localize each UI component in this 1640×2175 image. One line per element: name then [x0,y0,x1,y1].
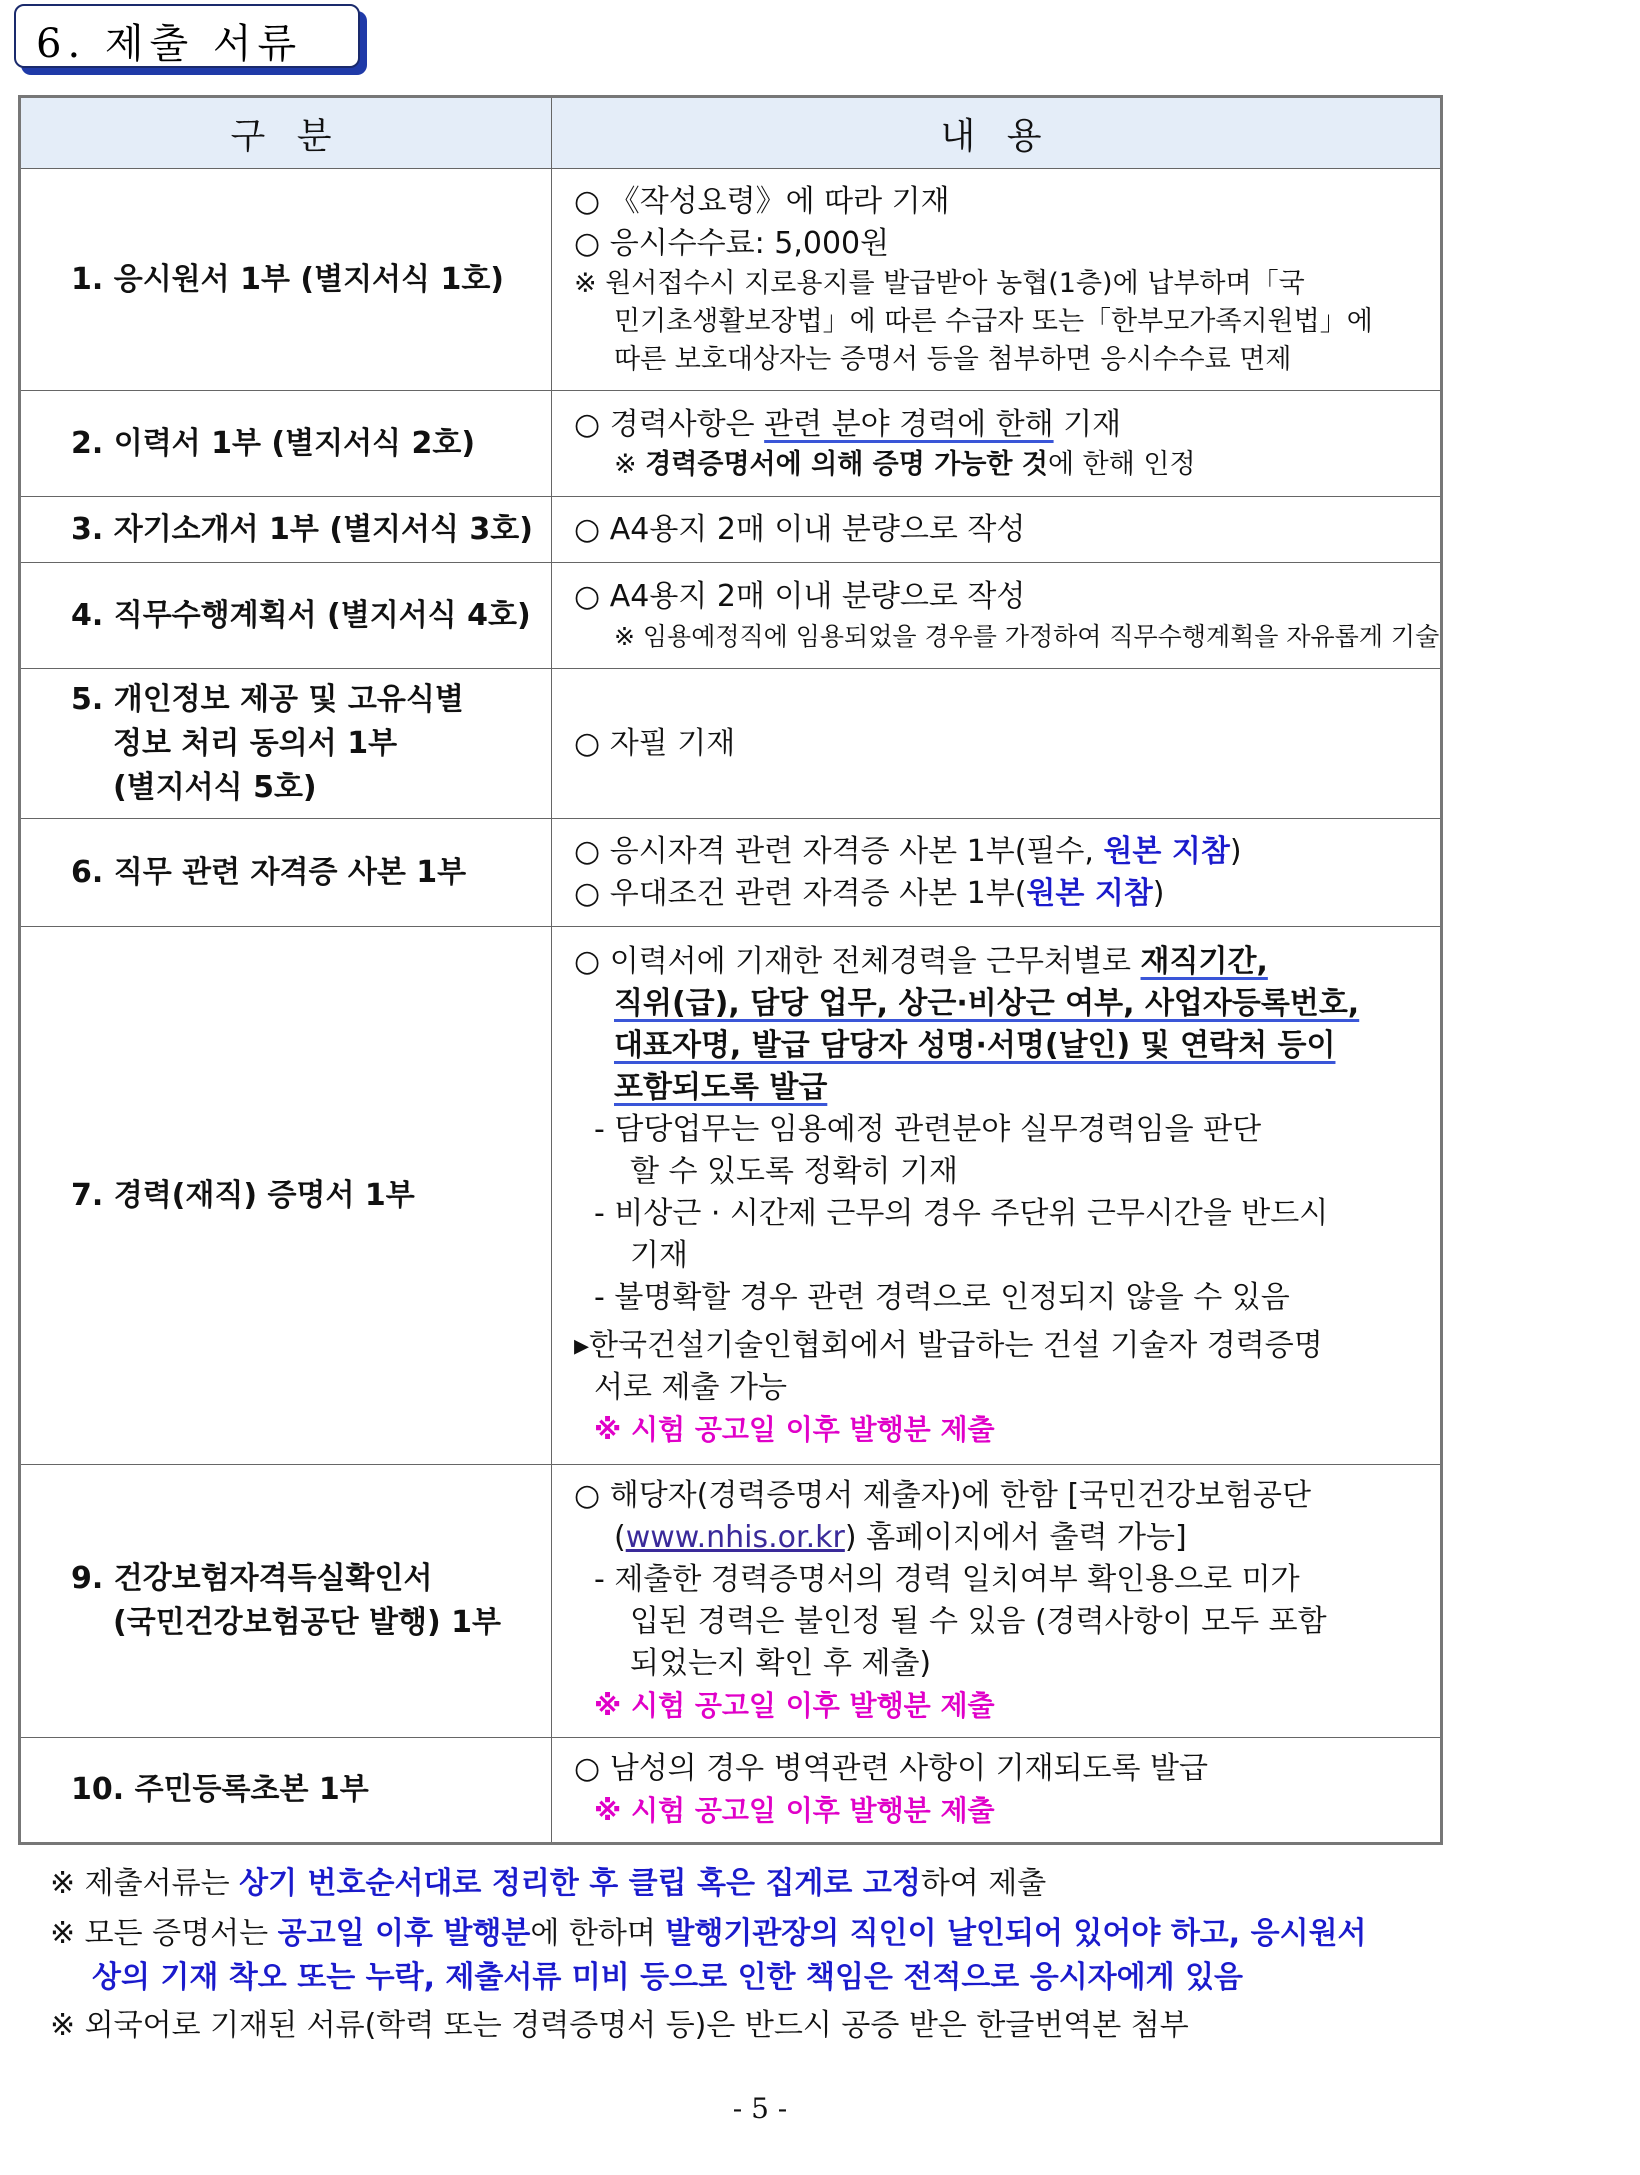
table-row [20,563,1442,669]
content-line: ○ A4용지 2매 이내 분량으로 작성 [574,578,1026,614]
content-line: ○ 응시수수료: 5,000원 [574,225,890,261]
section-heading-box [14,4,360,68]
content-note: ※ 원서접수시 지로용지를 발급받아 농협(1층)에 납부하며「국 [574,267,1305,299]
content-line: - 담당업무는 임용예정 관련분야 실무경력임을 판단 [594,1111,1262,1147]
content-line: 포함되도록 발급 [614,1069,828,1105]
table-row [20,819,1442,927]
header-content: 내 용 [552,97,1442,169]
footnote-3: ※ 외국어로 기재된 서류(학력 또는 경력증명서 등)은 반드시 공증 받은 한글번역본 첨부 [50,2008,1189,2043]
row-content [552,1738,1442,1844]
row-content [552,1465,1442,1738]
content-note: ※ 시험 공고일 이후 발행분 제출 [594,1689,995,1722]
content-line: ○ 응시자격 관련 자격증 사본 1부(필수, 원본 지참) [574,833,1242,869]
row-content [552,819,1442,927]
row-content [552,563,1442,669]
content-line: ○ 우대조건 관련 자격증 사본 1부(원본 지참) [574,875,1165,911]
footnote-1: ※ 제출서류는 상기 번호순서대로 정리한 후 클립 혹은 집게로 고정하여 제출 [50,1866,1047,1901]
content-note: 따른 보호대상자는 증명서 등을 첨부하면 응시수수료 면제 [614,343,1292,375]
row-category: 2. 이력서 1부 (별지서식 2호) [20,391,552,497]
content-note: ※ 시험 공고일 이후 발행분 제출 [594,1412,995,1446]
content-note: ※ 경력증명서에 의해 증명 가능한 것에 한해 인정 [614,448,1196,480]
table-row [20,1738,1442,1844]
content-line: 대표자명, 발급 담당자 성명·서명(날인) 및 연락처 등이 [614,1027,1336,1063]
table-header-row [20,97,1442,169]
row-category: 9. 건강보험자격득실확인서 (국민건강보험공단 발행) 1부 [20,1465,552,1738]
content-line: ○ 자필 기재 [574,725,736,761]
content-line: (www.nhis.or.kr) 홈페이지에서 출력 가능] [614,1520,1187,1555]
content-line: ○ 남성의 경우 병역관련 사항이 기재되도록 발급 [574,1751,1209,1786]
documents-table [18,95,1443,1845]
row-category: 5. 개인정보 제공 및 고유식별 정보 처리 동의서 1부 (별지서식 5호) [20,669,552,819]
content-line: - 비상근 · 시간제 근무의 경우 주단위 근무시간을 반드시 [594,1195,1329,1231]
content-line: 직위(급), 담당 업무, 상근·비상근 여부, 사업자등록번호, [614,985,1360,1021]
footnote-2-cont: 상의 기재 착오 또는 누락, 제출서류 미비 등으로 인한 책임은 전적으로 응시자에게 있음 [92,1960,1244,1995]
row-category: 3. 자기소개서 1부 (별지서식 3호) [20,497,552,563]
table-row [20,497,1442,563]
row-content [552,391,1442,497]
content-line: ○ 경력사항은 관련 분야 경력에 한해 기재 [574,406,1122,442]
content-line: 할 수 있도록 정확히 기재 [630,1153,958,1189]
row-category: 4. 직무수행계획서 (별지서식 4호) [20,563,552,669]
content-line: - 제출한 경력증명서의 경력 일치여부 확인용으로 미가 [594,1562,1300,1597]
row-category: 6. 직무 관련 자격증 사본 1부 [20,819,552,927]
content-note: 민기초생활보장법」에 따른 수급자 또는「한부모가족지원법」에 [614,305,1373,337]
nhis-link[interactable]: www.nhis.or.kr [625,1520,845,1555]
row-content [552,169,1442,391]
row-content [552,497,1442,563]
row-content [552,927,1442,1465]
row-category: 1. 응시원서 1부 (별지서식 1호) [20,169,552,391]
content-line: 되었는지 확인 후 제출) [630,1646,932,1681]
content-line: ○ 《작성요령》에 따라 기재 [574,183,950,219]
content-line: 입된 경력은 불인정 될 수 있음 (경력사항이 모두 포함 [630,1604,1327,1639]
row-content [552,669,1442,819]
content-line: 서로 제출 가능 [594,1369,787,1405]
content-line: ○ 해당자(경력증명서 제출자)에 한함 [국민건강보험공단 [574,1478,1311,1513]
footnote-2: ※ 모든 증명서는 공고일 이후 발행분에 한하며 발행기관장의 직인이 날인되어 있어야 하고, 응시원서 [50,1916,1367,1951]
table-row [20,927,1442,1465]
header-category: 구 분 [20,97,552,169]
content-note: ※ 시험 공고일 이후 발행분 제출 [594,1794,995,1827]
content-line: ○ A4용지 2매 이내 분량으로 작성 [574,511,1026,547]
underlined-text: 관련 분야 경력에 한해 [764,406,1054,442]
content-line: - 불명확할 경우 관련 경력으로 인정되지 않을 수 있음 [594,1279,1290,1315]
content-line: 기재 [630,1237,688,1273]
table-row [20,1465,1442,1738]
content-note: ※ 임용예정직에 임용되었을 경우를 가정하여 직무수행계획을 자유롭게 기술 [614,621,1440,651]
row-category: 7. 경력(재직) 증명서 1부 [20,927,552,1465]
table-row [20,169,1442,391]
content-line: ○ 이력서에 기재한 전체경력을 근무처별로 재직기간, [574,943,1268,979]
page-number: - 5 - [732,2092,788,2125]
content-line: ▸한국건설기술인협회에서 발급하는 건설 기술자 경력증명 [574,1327,1323,1363]
table-row [20,391,1442,497]
row-category: 10. 주민등록초본 1부 [20,1738,552,1844]
section-title: 6. 제출 서류 [36,21,303,67]
table-row [20,669,1442,819]
